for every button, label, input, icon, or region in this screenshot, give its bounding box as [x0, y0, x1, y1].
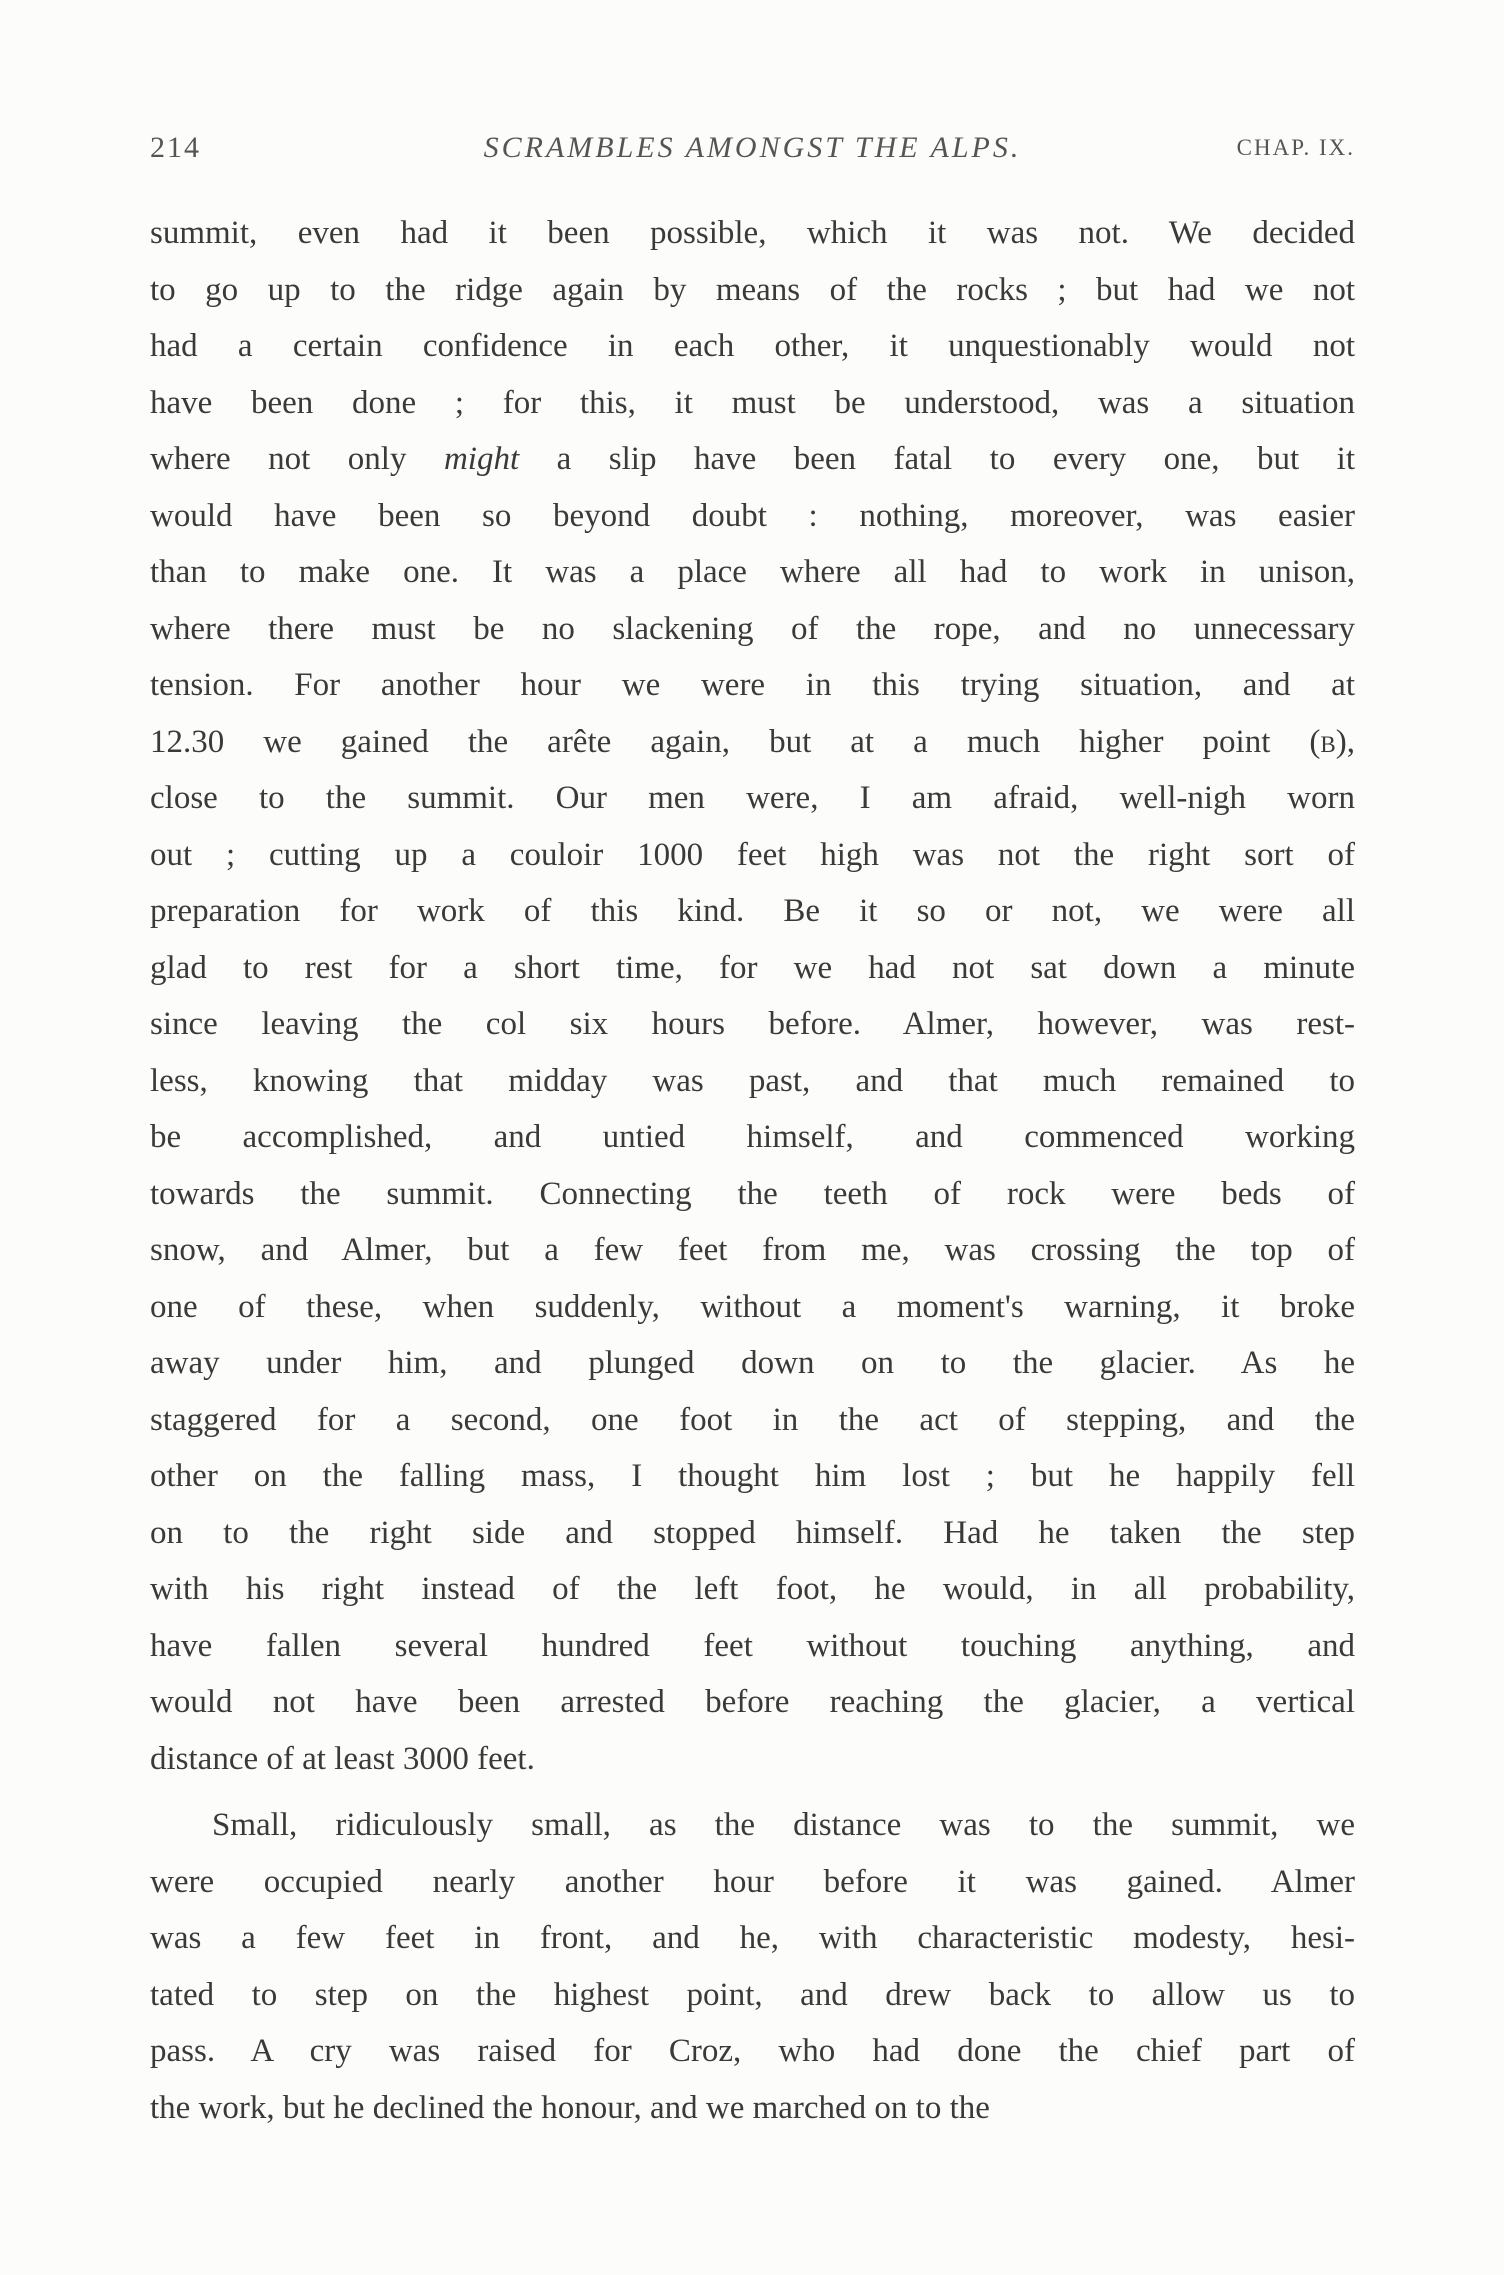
text-line: towards the summit. Connecting the teeth of rock were beds of	[150, 1175, 1355, 1212]
text-line: pass. A cry was raised for Croz, who had done the chief part of	[150, 2033, 1355, 2069]
chapter-label: CHAP. IX.	[1236, 135, 1355, 160]
text-line: less, knowing that midday was past, and that much remained to	[150, 1062, 1355, 1099]
text-line: other on the falling mass, I thought him lost ; but he happily fell	[150, 1458, 1355, 1494]
text-line: away under him, and plunged down on to the glacier. As he	[150, 1345, 1355, 1381]
text-line: Small, ridiculously small, as the distance was to the summit, we	[212, 1807, 1355, 1843]
text-line: summit, even had it been possible, which it was not. We decided	[150, 215, 1355, 251]
text-line: since leaving the col six hours before. Almer, however, was rest-	[150, 1006, 1355, 1042]
text-line: staggered for a second, one foot in the act of stepping, and the	[150, 1401, 1355, 1438]
text-line: tated to step on the highest point, and drew back to allow us to	[150, 1976, 1355, 2013]
text-line: was a few feet in front, and he, with characteristic modesty, hesi-	[150, 1920, 1355, 1956]
text-line: preparation for work of this kind. Be it so or not, we were all	[150, 893, 1355, 929]
text-line: snow, and Almer, but a few feet from me, was crossing the top of	[150, 1232, 1355, 1268]
text-line: tension. For another hour we were in this trying situation, and at	[150, 667, 1355, 703]
body-text	[150, 205, 1355, 2136]
text-line: have fallen several hundred feet without touching anything, and	[150, 1627, 1355, 1664]
text-line: close to the summit. Our men were, I am afraid, well-nigh worn	[150, 780, 1355, 816]
text-line: would have been so beyond doubt : nothing, moreover, was easier	[150, 497, 1355, 534]
text-line: were occupied nearly another hour before it was gained. Almer	[150, 1863, 1355, 1900]
text-line: than to make one. It was a place where all had to work in unison,	[150, 554, 1355, 590]
italic-word: might	[443, 441, 520, 477]
text-line: with his right instead of the left foot, he would, in all probability,	[150, 1571, 1355, 1607]
text-line: where there must be no slackening of the rope, and no unnecessary	[150, 610, 1355, 647]
text-line: where not only might a slip have been fatal to every one, but it	[150, 441, 1355, 477]
page-number: 214	[150, 131, 201, 164]
text-line: had a certain confidence in each other, it unquestionably would not	[150, 328, 1355, 364]
text-line: distance of at least 3000 feet.	[150, 1740, 535, 1777]
point-label: b	[1320, 723, 1336, 760]
text-line: one of these, when suddenly, without a moment's warning, it broke	[150, 1288, 1355, 1325]
text-line: have been done ; for this, it must be understood, was a situation	[150, 384, 1355, 421]
text-line: would not have been arrested before reaching the glacier, a vertical	[150, 1684, 1355, 1720]
text-line: the work, but he declined the honour, and we marched on to the	[150, 2089, 990, 2126]
text-line: be accomplished, and untied himself, and commenced working	[150, 1119, 1355, 1155]
running-head	[150, 128, 1355, 168]
text-line: 12.30 we gained the arête again, but at a much higher point (b),	[150, 723, 1355, 760]
text-line: out ; cutting up a couloir 1000 feet high was not the right sort of	[150, 836, 1355, 873]
text-line: glad to rest for a short time, for we had not sat down a minute	[150, 949, 1355, 986]
text-line: to go up to the ridge again by means of the rocks ; but had we not	[150, 271, 1355, 308]
text-line: on to the right side and stopped himself. Had he taken the step	[150, 1514, 1355, 1551]
running-title: SCRAMBLES AMONGST THE ALPS.	[483, 131, 1022, 164]
